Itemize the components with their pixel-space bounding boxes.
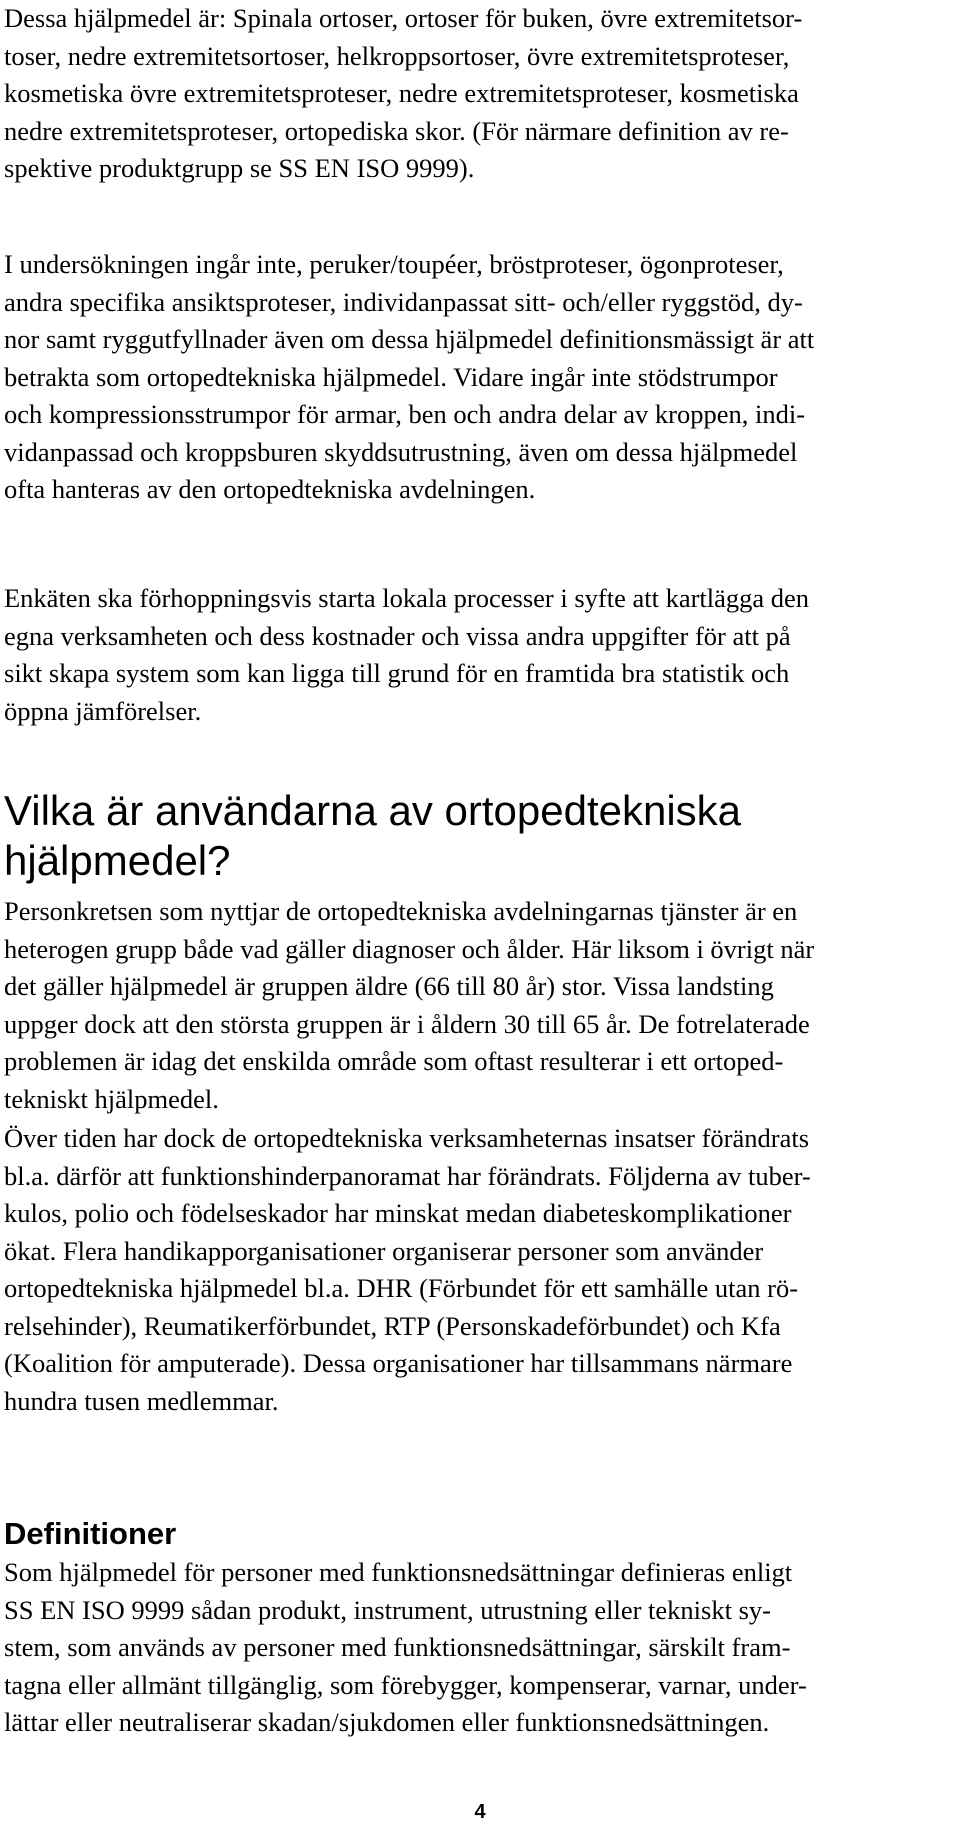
text-line: Som hjälpmedel för personer med funktionsnedsättningar definieras enligt	[4, 1557, 793, 1587]
text-line: heterogen grupp både vad gäller diagnoser och ålder. Här liksom i övrigt när	[4, 933, 815, 964]
text-line: Dessa hjälpmedel är: Spinala ortoser, ortoser för buken, övre extremitetsor-	[4, 3, 803, 33]
text-line: kulos, polio och födelseskador har minskat medan diabeteskomplikationer	[4, 1198, 792, 1228]
text-line: relsehinder), Reumatikerförbundet, RTP (Personskadeförbundet) och Kfa	[4, 1310, 781, 1341]
page-number: 4	[474, 1801, 486, 1823]
text-line: nor samt ryggutfyllnader även om dessa hjälpmedel definitionsmässigt är att	[4, 324, 815, 354]
text-line: ofta hanteras av den ortopedtekniska avdelningen.	[4, 474, 536, 504]
text-line: tagna eller allmänt tillgänglig, som förebygger, kompenserar, varnar, under-	[4, 1669, 807, 1700]
text-line: det gäller hjälpmedel är gruppen äldre (66 till 80 år) stor. Vissa landsting	[4, 971, 774, 1001]
paragraph-users-change	[4, 1120, 934, 1420]
text-line: stem, som används av personer med funktionsnedsättningar, särskilt fram-	[4, 1632, 791, 1662]
text-line: Enkäten ska förhoppningsvis starta lokala processer i syfte att kartlägga den	[4, 583, 810, 613]
paragraph-definition	[4, 1554, 934, 1742]
text-line: betrakta som ortopedtekniska hjälpmedel. Vidare ingår inte stödstrumpor	[4, 361, 778, 392]
text-line: tekniskt hjälpmedel.	[4, 1083, 219, 1114]
text-line: ökat. Flera handikapporganisationer organiserar personer som använder	[4, 1235, 764, 1266]
text-line: toser, nedre extremitetsortoser, helkroppsortoser, övre extremitetsproteser,	[4, 40, 790, 71]
paragraph-survey-purpose	[4, 580, 934, 730]
text-line: SS EN ISO 9999 sådan produkt, instrument, utrustning eller tekniskt sy-	[4, 1594, 771, 1625]
paragraph-users-group	[4, 893, 934, 1118]
heading-users	[4, 786, 934, 886]
text-line: uppger dock att den största gruppen är i åldern 30 till 65 år. De fotrelaterade	[4, 1008, 810, 1039]
paragraph-exclusions	[4, 246, 934, 509]
text-line: vidanpassad och kroppsburen skyddsutrustning, även om dessa hjälpmedel	[4, 436, 798, 467]
text-line: kosmetiska övre extremitetsproteser, nedre extremitetsproteser, kosmetiska	[4, 78, 799, 108]
text-line: problemen är idag det enskilda område som oftast resulterar i ett ortoped-	[4, 1046, 784, 1076]
text-line: Personkretsen som nyttjar de ortopedtekniska avdelningarnas tjänster är en	[4, 896, 798, 926]
paragraph-aids-list	[4, 0, 934, 188]
heading-definitions: Definitioner	[4, 1516, 177, 1551]
text-line: lättar eller neutraliserar skadan/sjukdomen eller funktionsnedsättningen.	[4, 1707, 770, 1737]
text-line: sikt skapa system som kan ligga till grund för en framtida bra statistik och	[4, 658, 790, 688]
text-line: och kompressionsstrumpor för armar, ben och andra delar av kroppen, indi-	[4, 399, 806, 429]
text-line: I undersökningen ingår inte, peruker/toupéer, bröstproteser, ögonproteser,	[4, 249, 784, 279]
heading-line: Vilka är användarna av ortopedtekniska	[4, 787, 742, 834]
text-line: Över tiden har dock de ortopedtekniska verksamheternas insatser förändrats	[4, 1123, 810, 1153]
text-line: bl.a. därför att funktionshinderpanoramat har förändrats. Följderna av tuber-	[4, 1160, 811, 1191]
text-line: (Koalition för amputerade). Dessa organisationer har tillsammans närmare	[4, 1348, 793, 1378]
heading-line: hjälpmedel?	[4, 837, 231, 884]
text-line: ortopedtekniska hjälpmedel bl.a. DHR (Förbundet för ett samhälle utan rö-	[4, 1273, 799, 1303]
text-line: öppna jämförelser.	[4, 695, 202, 726]
text-line: hundra tusen medlemmar.	[4, 1385, 279, 1416]
text-line: egna verksamheten och dess kostnader och vissa andra uppgifter för att på	[4, 620, 791, 651]
text-line: nedre extremitetsproteser, ortopediska skor. (För närmare definition av re-	[4, 115, 789, 146]
text-line: andra specifika ansiktsproteser, individanpassat sitt- och/eller ryggstöd, dy-	[4, 286, 803, 317]
text-line: spektive produktgrupp se SS EN ISO 9999).	[4, 153, 475, 183]
